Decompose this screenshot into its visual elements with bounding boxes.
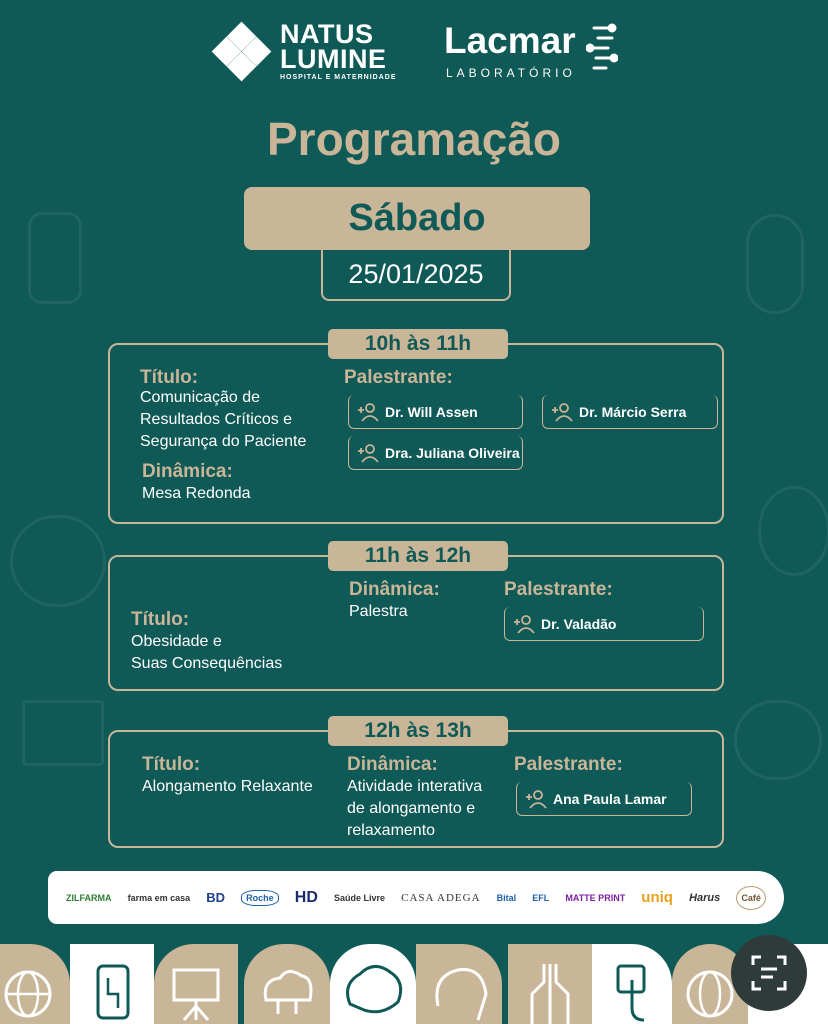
person-add-icon xyxy=(525,789,547,809)
lacmar-subtitle: LABORATÓRIO xyxy=(446,66,576,80)
session-dynamic-line: relaxamento xyxy=(347,822,436,839)
presentation-icon xyxy=(22,700,104,766)
header-logos xyxy=(0,12,828,82)
natus-line1: NATUS xyxy=(280,19,374,49)
session-title: Alongamento Relaxante xyxy=(142,778,313,795)
person-add-icon xyxy=(357,402,379,422)
session-title-line: Comunicação de xyxy=(140,389,261,406)
title-label: Título: xyxy=(142,754,201,775)
person-add-icon xyxy=(357,443,379,463)
sponsor-logo: Saúde Livre xyxy=(334,892,386,903)
sponsor-logo: uniq xyxy=(641,889,673,906)
session-title xyxy=(131,631,282,675)
globe-icon xyxy=(0,944,70,1024)
speaker-name: Dr. Márcio Serra xyxy=(579,403,687,420)
sponsor-logo: farma em casa xyxy=(127,892,191,903)
touch-chip-icon xyxy=(746,214,804,314)
session-card-3 xyxy=(108,719,724,848)
session-time: 12h às 13h xyxy=(328,716,508,746)
day-banner: Sábado xyxy=(244,187,590,250)
person-add-icon xyxy=(513,614,535,634)
phone-circuit-icon xyxy=(28,212,82,304)
lacmar-logo xyxy=(444,20,634,86)
circuit-icon xyxy=(508,944,592,1024)
touch-chip-icon xyxy=(592,944,672,1024)
title-label: Título: xyxy=(140,367,199,388)
sponsor-logo: Café xyxy=(736,886,766,910)
natus-lumine-logo xyxy=(208,20,408,86)
date-label: 25/01/2025 xyxy=(321,250,511,301)
brain-icon xyxy=(330,944,416,1024)
presentation-icon xyxy=(154,944,238,1024)
session-dynamic xyxy=(347,776,482,842)
speaker-chip xyxy=(348,436,523,470)
session-time: 11h às 12h xyxy=(328,541,508,571)
speaker-chip xyxy=(516,782,692,816)
sponsor-logo: Roche xyxy=(241,890,279,906)
session-title-line: Segurança do Paciente xyxy=(140,433,307,450)
speaker-label: Palestrante: xyxy=(504,579,613,600)
session-time: 10h às 11h xyxy=(328,329,508,359)
session-title xyxy=(140,387,306,453)
network-head-icon xyxy=(416,944,502,1024)
session-dynamic: Mesa Redonda xyxy=(142,485,251,502)
lacmar-name: Lacmar xyxy=(444,20,576,61)
dynamic-label: Dinâmica: xyxy=(142,461,233,482)
speaker-name: Dra. Juliana Oliveira xyxy=(385,444,520,461)
speaker-label: Palestrante: xyxy=(344,367,453,388)
speaker-name: Ana Paula Lamar xyxy=(553,790,667,807)
natus-subtitle: HOSPITAL E MATERNIDADE xyxy=(280,74,397,81)
scan-icon xyxy=(749,953,789,993)
bottom-icon-strip xyxy=(0,944,828,1024)
session-card-1 xyxy=(108,332,724,524)
session-title-line: Suas Consequências xyxy=(131,655,283,672)
phone-circuit-icon xyxy=(70,944,154,1024)
speaker-chip xyxy=(504,607,704,641)
sponsor-logo: MATTE PRINT xyxy=(565,892,626,903)
sponsor-logo: EFL xyxy=(532,892,550,903)
session-dynamic-line: Atividade interativa xyxy=(347,778,483,795)
natus-line2: LUMINE xyxy=(280,44,387,74)
cloud-network-icon xyxy=(244,944,330,1024)
sponsor-logo: HD xyxy=(294,888,318,906)
network-head-icon xyxy=(734,700,822,780)
natus-diamond-icon xyxy=(216,26,268,78)
title-label: Título: xyxy=(131,609,190,630)
dna-icon xyxy=(586,22,618,78)
speaker-label: Palestrante: xyxy=(514,754,623,775)
sponsor-logo: CASA ADEGA xyxy=(401,891,481,904)
speaker-name: Dr. Valadão xyxy=(541,615,617,632)
session-dynamic-line: de alongamento e xyxy=(347,800,476,817)
session-dynamic: Palestra xyxy=(349,603,408,620)
dynamic-label: Dinâmica: xyxy=(347,754,438,775)
sponsor-logo: Bital xyxy=(496,892,517,903)
person-add-icon xyxy=(551,402,573,422)
sponsor-logo: BD xyxy=(206,890,226,905)
natus-name xyxy=(280,19,387,74)
session-card-2 xyxy=(108,544,724,691)
dynamic-label: Dinâmica: xyxy=(349,579,440,600)
session-title-line: Obesidade e xyxy=(131,633,222,650)
brain-icon xyxy=(10,515,106,607)
session-title-line: Resultados Críticos e xyxy=(140,411,293,428)
speaker-name: Dr. Will Assen xyxy=(385,403,478,420)
globe-icon xyxy=(758,486,828,576)
speaker-chip xyxy=(542,395,718,429)
scan-button[interactable] xyxy=(731,935,807,1011)
speaker-chip xyxy=(348,395,523,429)
sponsor-logo: ZILFARMA xyxy=(66,892,112,903)
sponsors-bar xyxy=(48,871,784,924)
page-title: Programação xyxy=(266,113,561,165)
sponsor-logo: Harus xyxy=(689,891,721,904)
